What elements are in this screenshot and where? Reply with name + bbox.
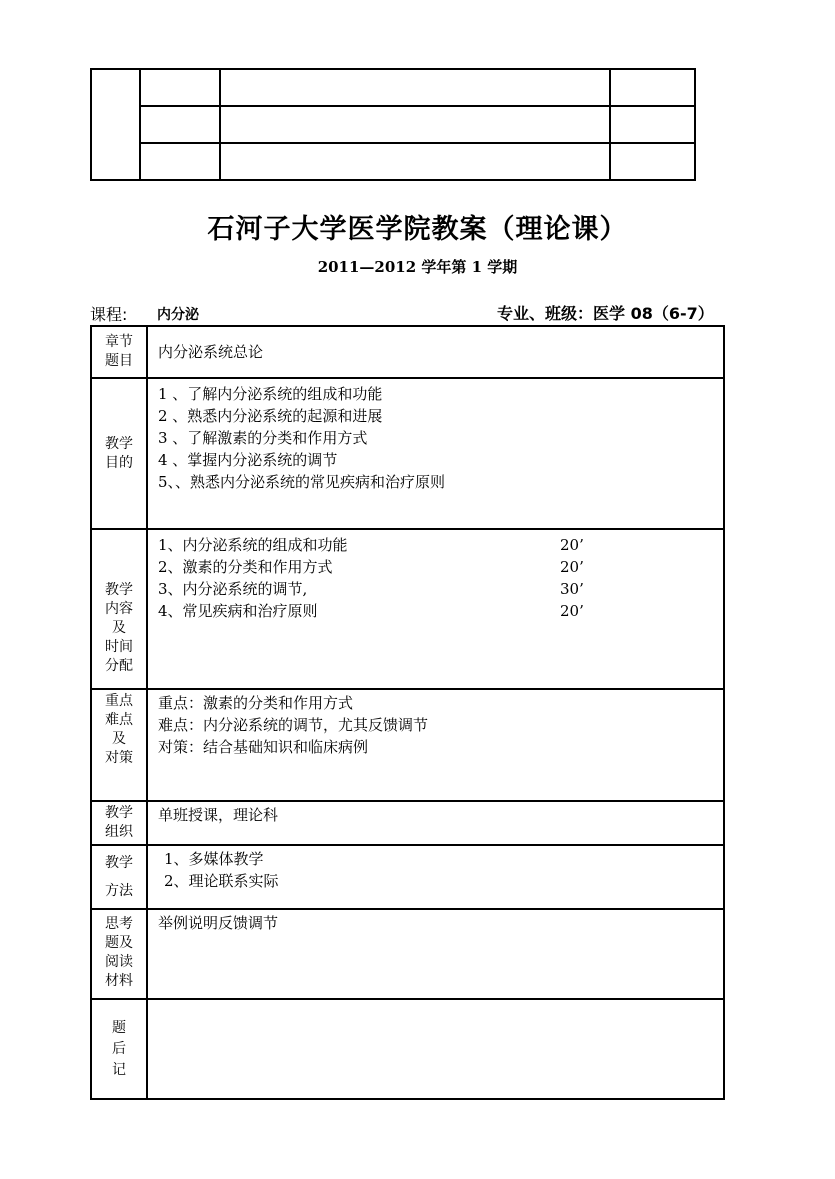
content-item (158, 556, 713, 578)
content-item-text: 4、常见疾病和治疗原则 (158, 602, 318, 620)
label-line: 难点 (105, 712, 133, 728)
label-line: 题目 (105, 353, 133, 369)
course-label: 课程: (90, 305, 128, 324)
key-label (91, 689, 147, 801)
label-line: 内容 (105, 600, 133, 617)
content-label (91, 529, 147, 689)
table-row (91, 999, 724, 1099)
goal-line: 3 、了解激素的分类和作用方式 (158, 429, 368, 447)
content-item-text: 1、内分泌系统的组成和功能 (158, 536, 348, 554)
reading-label (91, 909, 147, 999)
label-line: 及 (112, 731, 126, 747)
table-cell (140, 143, 220, 180)
content-item-time: 20’ (560, 536, 584, 554)
table-row (91, 909, 724, 999)
content-item-text: 3、内分泌系统的调节, (158, 580, 308, 598)
content-item-time: 20’ (560, 602, 584, 620)
table-cell (140, 106, 220, 143)
table-cell (220, 106, 610, 143)
previous-page-table (90, 68, 696, 181)
key-line: 难点：内分泌系统的调节，尤其反馈调节 (158, 716, 429, 734)
label-line: 材料 (105, 973, 133, 989)
label-line: 方法 (105, 883, 133, 899)
method-label (91, 845, 147, 909)
key-line: 重点：激素的分类和作用方式 (158, 694, 354, 712)
lesson-plan-table (90, 325, 725, 1100)
table-row (91, 845, 724, 909)
goals-label (91, 378, 147, 529)
reading-content: 举例说明反馈调节 (147, 909, 724, 999)
method-line: 2、理论联系实际 (164, 872, 279, 890)
label-line: 重点 (105, 693, 133, 709)
goal-line: 4 、掌握内分泌系统的调节 (158, 451, 338, 469)
table-row (91, 378, 724, 529)
goals-content (147, 378, 724, 529)
label-line: 记 (112, 1061, 126, 1078)
table-cell (610, 106, 695, 143)
table-row (91, 801, 724, 845)
label-line: 教学 (105, 855, 133, 871)
table-cell (610, 69, 695, 106)
table-cell (610, 143, 695, 180)
table-cell (220, 143, 610, 180)
content-item-text: 2、激素的分类和作用方式 (158, 558, 333, 576)
table-cell (91, 69, 140, 180)
chapter-content: 内分泌系统总论 (147, 326, 724, 378)
content-item-time: 30’ (560, 580, 584, 598)
content-item (158, 600, 713, 622)
label-line: 思考 (105, 916, 133, 932)
major-class: 专业、班级：医学 08（6-7） (497, 304, 714, 323)
key-line: 对策：结合基础知识和临床病例 (158, 738, 369, 756)
goal-line: 2 、熟悉内分泌系统的起源和进展 (158, 407, 383, 425)
org-content: 单班授课，理论科 (147, 801, 724, 845)
content-item (158, 534, 713, 556)
page-title: 石河子大学医学院教案（理论课） (207, 214, 628, 245)
table-cell (220, 69, 610, 106)
goal-line: 5、、熟悉内分泌系统的常见疾病和治疗原则 (158, 473, 446, 491)
key-content (147, 689, 724, 801)
table-row (91, 689, 724, 801)
label-line: 时间 (105, 638, 133, 655)
label-line: 后 (112, 1040, 126, 1057)
label-line: 阅读 (105, 954, 133, 970)
label-line: 分配 (105, 657, 133, 674)
content-time (147, 529, 724, 689)
label-line: 教学 (105, 581, 133, 598)
notes-content (147, 999, 724, 1099)
course-value: 内分泌 (157, 307, 199, 323)
table-row (91, 326, 724, 378)
label-line: 教学 (105, 805, 133, 821)
content-item-time: 20’ (560, 558, 584, 576)
semester-subtitle: 2011—2012 学年第 1 学期 (317, 258, 518, 276)
label-line: 目的 (105, 454, 133, 471)
chapter-label (91, 326, 147, 378)
content-item (158, 578, 713, 600)
label-line: 组织 (105, 824, 133, 840)
notes-label (91, 999, 147, 1099)
label-line: 及 (112, 619, 126, 636)
table-cell (140, 69, 220, 106)
table-row (91, 529, 724, 689)
goal-line: 1 、了解内分泌系统的组成和功能 (158, 385, 383, 403)
label-line: 题及 (105, 935, 133, 951)
method-content (147, 845, 724, 909)
label-line: 题 (112, 1019, 126, 1036)
label-line: 教学 (105, 435, 133, 452)
label-line: 对策 (105, 750, 133, 766)
label-line: 章节 (105, 334, 133, 350)
method-line: 1、多媒体教学 (164, 850, 264, 868)
org-label (91, 801, 147, 845)
